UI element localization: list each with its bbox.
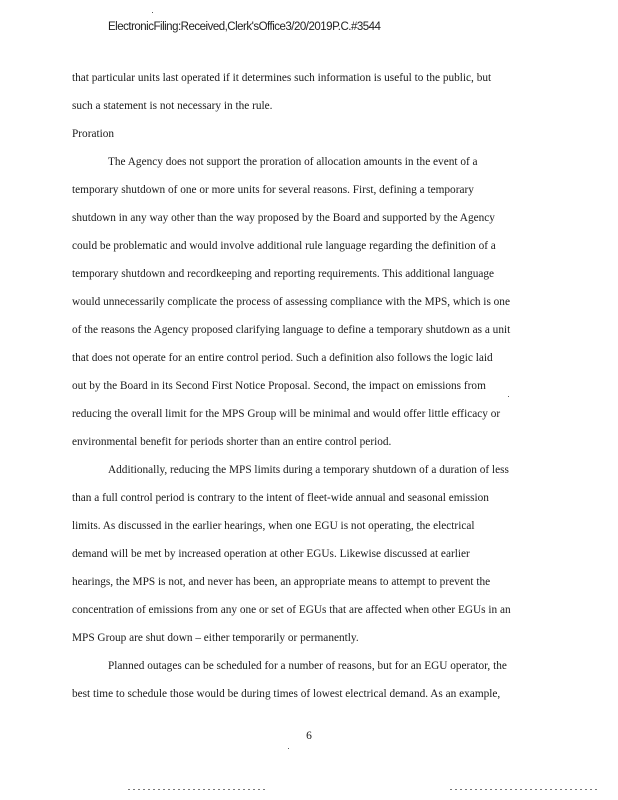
scan-speck — [508, 396, 509, 397]
body-line: of the reasons the Agency proposed clarifying language to define a temporary shutdown as a unit — [72, 324, 511, 336]
body-line: could be problematic and would involve additional rule language regarding the definition of a — [72, 240, 496, 252]
body-line: demand will be met by increased operation at other EGUs. Likewise discussed at earlier — [72, 548, 470, 560]
section-heading-proration: Proration — [72, 128, 115, 140]
paragraph-start-line: The Agency does not support the proration of allocation amounts in the event of a — [108, 156, 478, 168]
paragraph-start-line: Additionally, reducing the MPS limits during a temporary shutdown of a duration of less — [108, 464, 509, 476]
body-line: would unnecessarily complicate the process of assessing compliance with the MPS, which is one — [72, 296, 510, 308]
scan-speck — [152, 12, 153, 13]
filing-stamp-header: ElectronicFiling:Received,Clerk'sOffice3/20/2019P.C.#3544 — [108, 21, 381, 33]
body-line: limits. As discussed in the earlier hearings, when one EGU is not operating, the electrical — [72, 520, 475, 532]
body-line: temporary shutdown and recordkeeping and reporting requirements. This additional language — [72, 268, 495, 280]
body-line: best time to schedule those would be during times of lowest electrical demand. As an example, — [72, 688, 501, 700]
body-line: MPS Group are shut down – either temporarily or permanently. — [72, 632, 359, 644]
scan-noise-line — [450, 789, 600, 790]
body-line: temporary shutdown of one or more units for several reasons. First, defining a temporary — [72, 184, 474, 196]
body-line: that does not operate for an entire control period. Such a definition also follows the logic laid — [72, 352, 493, 364]
body-line: concentration of emissions from any one or set of EGUs that are affected when other EGUs in an — [72, 604, 511, 616]
scan-speck — [288, 748, 289, 749]
scan-noise-line — [128, 789, 268, 790]
document-body — [72, 64, 544, 708]
body-line: than a full control period is contrary to the intent of fleet-wide annual and seasonal emission — [72, 492, 489, 504]
body-line: that particular units last operated if it determines such information is useful to the public, but — [72, 72, 492, 84]
paragraph-start-line: Planned outages can be scheduled for a number of reasons, but for an EGU operator, the — [108, 660, 507, 672]
body-line: environmental benefit for periods shorter than an entire control period. — [72, 436, 392, 448]
body-line: shutdown in any way other than the way proposed by the Board and supported by the Agency — [72, 212, 495, 224]
body-line: hearings, the MPS is not, and never has been, an appropriate means to attempt to prevent the — [72, 576, 491, 588]
body-line: reducing the overall limit for the MPS Group will be minimal and would offer little efficacy or — [72, 408, 501, 420]
body-line: out by the Board in its Second First Notice Proposal. Second, the impact on emissions from — [72, 380, 486, 392]
page-number: 6 — [306, 730, 312, 742]
body-line: such a statement is not necessary in the rule. — [72, 100, 273, 112]
